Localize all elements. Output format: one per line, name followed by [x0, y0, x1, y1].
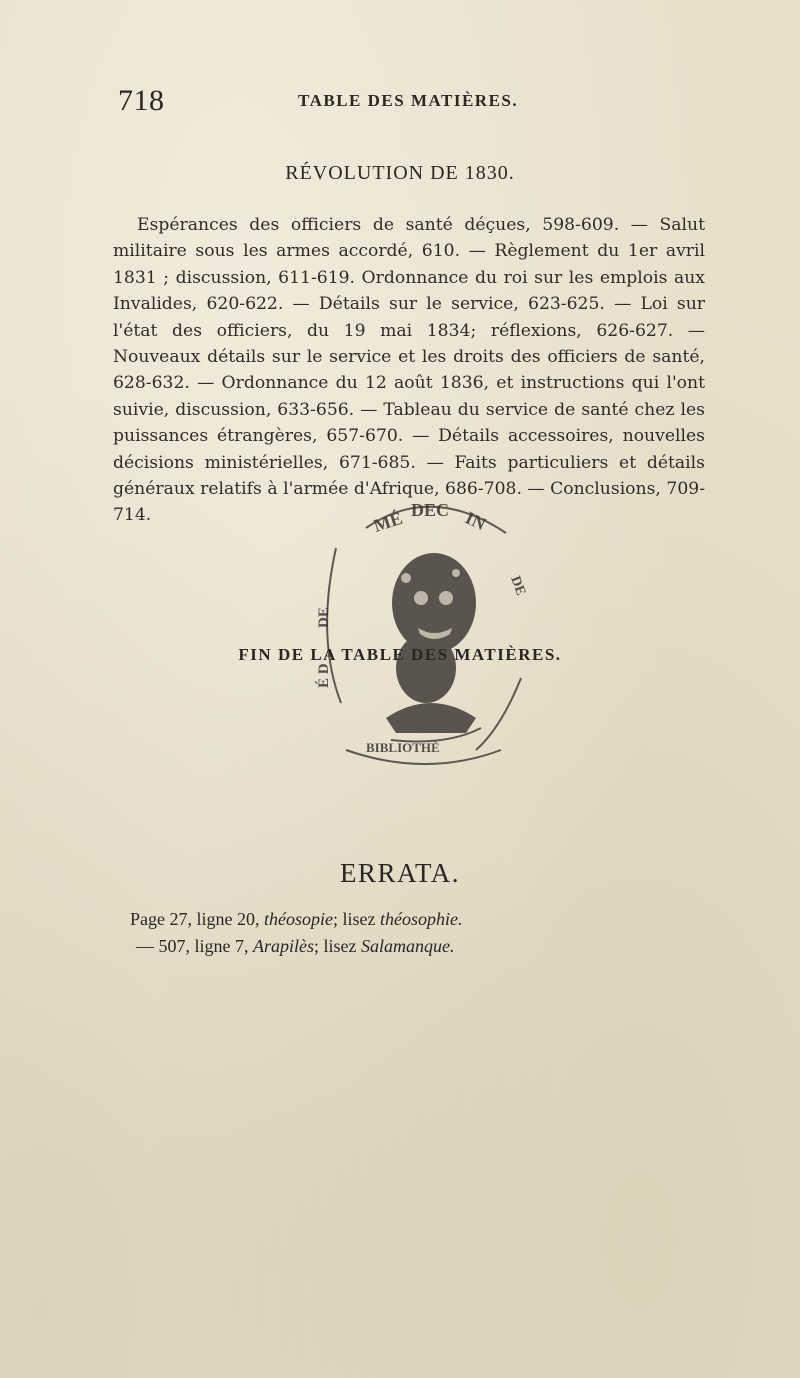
svg-text:MÉ: MÉ: [371, 507, 405, 536]
errata-entry: Page 27, ligne 20, théosopie; lisez théosophie.: [130, 909, 463, 929]
svg-text:BIBLIOTHÈ: BIBLIOTHÈ: [366, 740, 440, 755]
library-stamp: [306, 488, 556, 788]
portrait-icon: [386, 553, 476, 733]
errata-list: [130, 906, 690, 960]
errata-entry: — 507, ligne 7, Arapilès; lisez Salamanque.: [136, 936, 455, 956]
errata-title: ERRATA.: [339, 858, 461, 888]
end-of-table-line: FIN DE LA TABLE DES MATIÈRES.: [238, 645, 562, 664]
running-head: TABLE DES MATIÈRES.: [298, 91, 519, 110]
svg-text:DE: DE: [316, 607, 332, 628]
page-number: 718: [118, 84, 165, 117]
svg-text:IN: IN: [462, 507, 489, 535]
section-title: RÉVOLUTION DE 1830.: [285, 162, 515, 184]
svg-text:É D: É D: [316, 663, 332, 688]
page-header: [118, 78, 678, 118]
svg-text:DEC: DEC: [411, 500, 450, 520]
section-body: Espérances des officiers de santé déçues, 598-609. — Salut militaire sous les armes accordé, 610. — Règlement du 1er avril 1831 ; discussion, 611-619. Ordonnance du roi sur les emplois aux Invalides, 620-622. — Détails sur le service, 623-625. — Loi sur l'état des officiers, du 19 mai 1834; réflexions, 626-627. — Nouveaux détails sur le service et les droits des officiers de santé, 628-632. — Ordonnance du 12 août 1836, et instructions qui l'ont suivie, discussion, 633-656. — Tableau du service de santé chez les puissances étrangères, 657-670. — Détails accessoires, nouvelles décisions ministérielles, 671-685. — Faits particuliers et détails généraux relatifs à l'armée d'Afrique, 686-708. — Conclusions, 709-714.: [113, 215, 705, 526]
svg-text:DE: DE: [507, 574, 528, 598]
